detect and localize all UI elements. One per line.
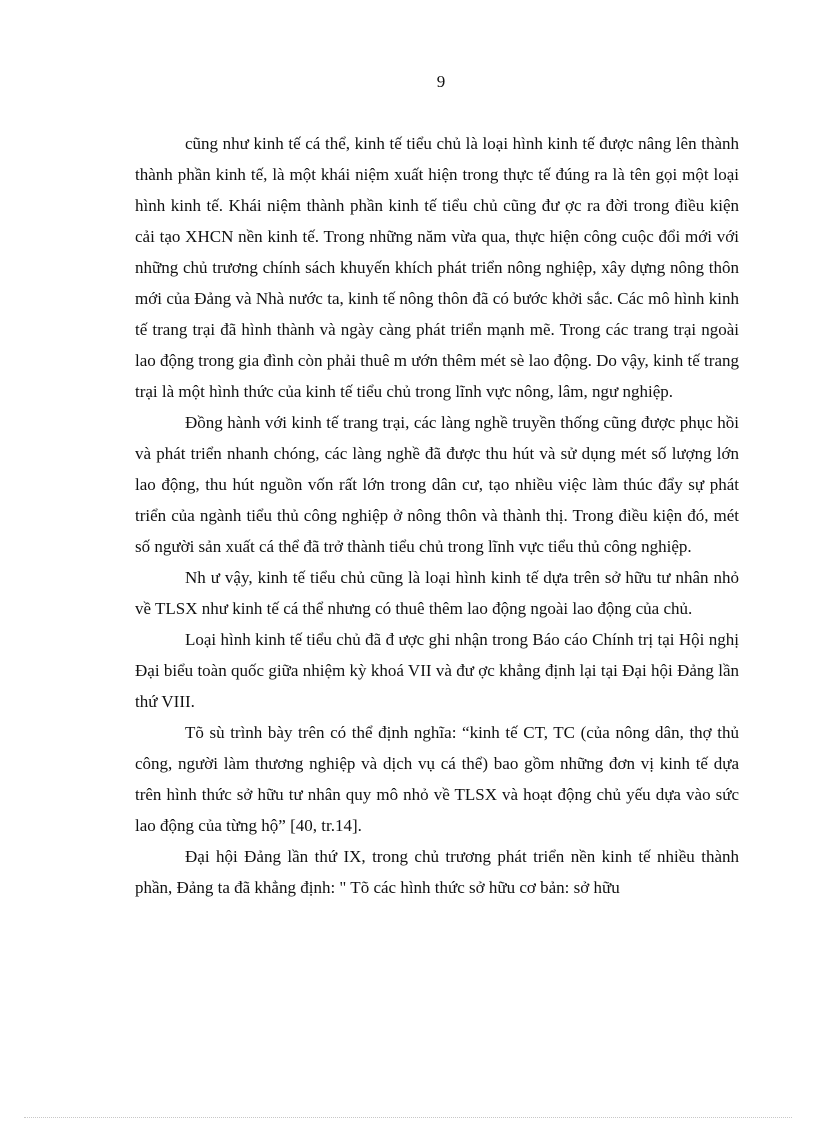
paragraph: Đồng hành với kinh tế trang trại, các làng nghề truyền thống cũng được phục hồi và phát triển nhanh chóng, các làng nghề đã được thu hút và sử dụng mét số lượng lớn lao động, thu hút nguồn vốn rất lớn trong dân cư, tạo nhiều việc làm thúc đẩy sự phát triển của ngành tiểu thủ công nghiệp ở nông thôn và thành thị. Trong điều kiện đó, mét số người sản xuất cá thể đã trở thành tiểu chủ trong lĩnh vực tiểu thủ công nghiệp. xyxy=(135,413,739,556)
page-bottom-divider xyxy=(24,1117,792,1118)
paragraph: Nh ư vậy, kinh tế tiểu chủ cũng là loại hình kinh tế dựa trên sở hữu tư nhân nhỏ về TLSX như kinh tế cá thể nhưng có thuê thêm lao động ngoài lao động của chủ. xyxy=(135,568,739,618)
paragraph: cũng như kinh tế cá thể, kinh tế tiểu chủ là loại hình kinh tế được nâng lên thành thành phần kinh tế, là một khái niệm xuất hiện trong thực tế đúng ra là tên gọi một loại hình kinh tế. Khái niệm thành phần kinh tế tiểu chủ cũng đư ợc ra đời trong điều kiện cải tạo XHCN nền kinh tế. Trong những năm vừa qua, thực hiện công cuộc đổi mới với những chủ trương chính sách khuyến khích phát triển nông nghiệp, xây dựng nông thôn mới của Đảng và Nhà nước ta, kinh tế nông thôn đã có bước khởi sắc. Các mô hình kinh tế trang trại đã hình thành và ngày càng phát triển mạnh mẽ. Trong các trang trại ngoài lao động trong gia đình còn phải thuê m ướn thêm mét sè lao động. Do vậy, kinh tế trang trại là một hình thức của kinh tế tiểu chủ trong lĩnh vực nông, lâm, ngư nghiệp. xyxy=(135,134,739,401)
paragraph: Loại hình kinh tế tiểu chủ đã đ ược ghi nhận trong Báo cáo Chính trị tại Hội nghị Đại biểu toàn quốc giữa nhiệm kỳ khoá VII và đư ợc khẳng định lại tại Đại hội Đảng lần thứ VIII. xyxy=(135,630,739,711)
page-number: 9 xyxy=(436,72,446,91)
paragraph: Tõ sù trình bày trên có thể định nghĩa: “kinh tế CT, TC (của nông dân, thợ thủ công, người làm thương nghiệp và dịch vụ cá thể) bao gồm những đơn vị kinh tế dựa trên hình thức sở hữu tư nhân quy mô nhỏ về TLSX và hoạt động chủ yếu dựa vào sức lao động của từng hộ” [40, tr.14]. xyxy=(135,723,739,835)
paragraph: Đại hội Đảng lần thứ IX, trong chủ trương phát triển nền kinh tế nhiều thành phần, Đảng ta đã khẳng định: " Tõ các hình thức sở hữu cơ bản: sở hữu xyxy=(135,847,739,897)
body-text xyxy=(135,128,739,903)
